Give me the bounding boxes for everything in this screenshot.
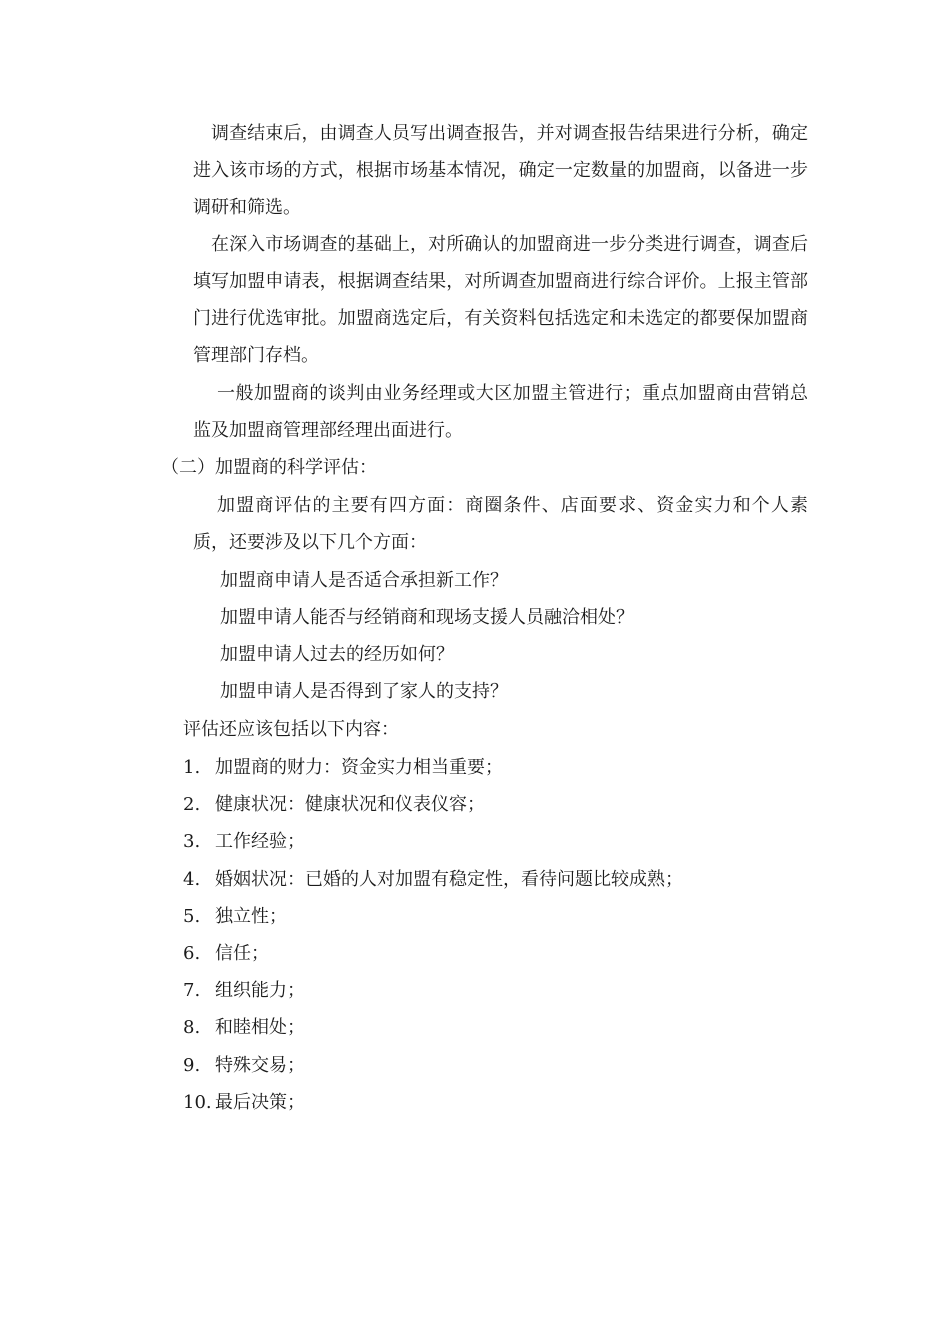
list-text: 和睦相处； <box>215 1017 305 1038</box>
list-item <box>183 749 503 786</box>
list-intro: 评估还应该包括以下内容： <box>183 719 399 740</box>
list-text: 婚姻状况：已婚的人对加盟有稳定性，看待问题比较成熟； <box>215 869 683 890</box>
list-item <box>183 935 269 972</box>
list-number: 4. <box>183 869 201 890</box>
list-number: 2. <box>183 794 201 815</box>
list-item <box>183 1047 305 1084</box>
list-number: 3. <box>183 831 201 852</box>
list-item <box>183 786 485 823</box>
section-heading: （二）加盟商的科学评估： <box>161 457 377 478</box>
paragraph-negotiation: 一般加盟商的谈判由业务经理或大区加盟主管进行；重点加盟商由营销总监及加盟商管理部经理出面进行。 <box>193 383 808 441</box>
list-number: 1. <box>183 757 201 778</box>
list-text: 最后决策； <box>215 1092 305 1113</box>
list-text: 工作经验； <box>215 831 305 852</box>
list-item <box>183 898 287 935</box>
list-number: 6. <box>183 943 201 964</box>
list-item <box>183 823 305 860</box>
list-text: 组织能力； <box>215 980 305 1001</box>
list-text: 加盟商的财力：资金实力相当重要； <box>215 757 503 778</box>
paragraph-survey-report: 调查结束后，由调查人员写出调查报告，并对调查报告结果进行分析，确定进入该市场的方式，根据市场基本情况，确定一定数量的加盟商，以备进一步调研和筛选。 <box>193 123 808 218</box>
list-item <box>183 861 683 898</box>
question-item: 加盟申请人是否得到了家人的支持？ <box>220 681 508 702</box>
list-text: 健康状况：健康状况和仪表仪容； <box>215 794 485 815</box>
question-item: 加盟申请人过去的经历如何？ <box>220 644 454 665</box>
list-text: 信任； <box>215 943 269 964</box>
list-item <box>183 1084 305 1121</box>
paragraph-evaluation-intro: 加盟商评估的主要有四方面：商圈条件、店面要求、资金实力和个人素质，还要涉及以下几个方面： <box>193 495 808 553</box>
question-item: 加盟申请人能否与经销商和现场支援人员融洽相处？ <box>220 607 634 628</box>
list-number: 9. <box>183 1055 201 1076</box>
list-item <box>183 1009 305 1046</box>
list-number: 7. <box>183 980 201 1001</box>
paragraph-market-survey: 在深入市场调查的基础上，对所确认的加盟商进一步分类进行调查，调查后填写加盟申请表，根据调查结果，对所调查加盟商进行综合评价。上报主管部门进行优选审批。加盟商选定后，有关资料包括选定和未选定的都要保加盟商管理部门存档。 <box>193 234 808 366</box>
list-text: 独立性； <box>215 906 287 927</box>
list-item <box>183 972 305 1009</box>
question-item: 加盟商申请人是否适合承担新工作？ <box>220 570 508 591</box>
list-text: 特殊交易； <box>215 1055 305 1076</box>
list-number: 5. <box>183 906 201 927</box>
list-number: 10. <box>183 1092 212 1113</box>
list-number: 8. <box>183 1017 201 1038</box>
